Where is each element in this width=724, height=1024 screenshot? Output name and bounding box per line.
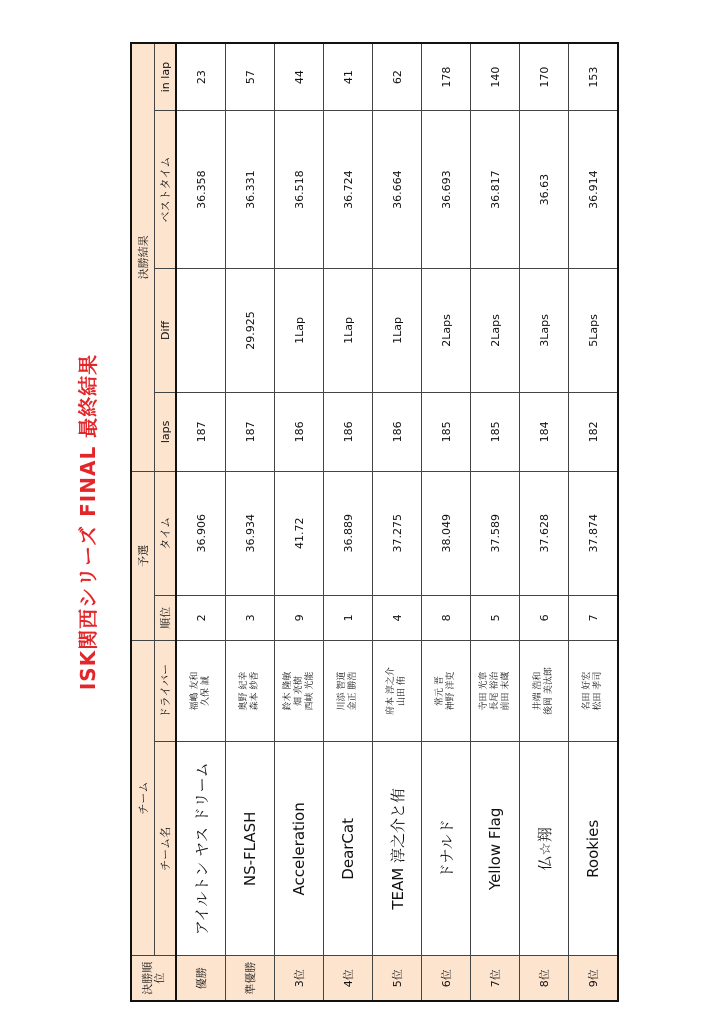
in-lap-cell: 178 [422, 43, 471, 111]
best-time-cell: 36.518 [275, 111, 324, 269]
best-time-cell: 36.664 [373, 111, 422, 269]
diff-cell: 29.925 [226, 268, 275, 392]
laps-cell: 186 [275, 392, 324, 471]
table-row [226, 43, 275, 1001]
diff-cell: 5Laps [569, 268, 619, 392]
qual-time-cell: 36.889 [324, 471, 373, 595]
header-qual-pos: 順位 [155, 595, 177, 640]
qual-time-cell: 37.874 [569, 471, 619, 595]
qual-pos-cell: 9 [275, 595, 324, 640]
table-row [520, 43, 569, 1001]
header-diff: Diff [155, 268, 177, 392]
driver-name: 長尾 裕治 [489, 671, 500, 711]
diff-cell [176, 268, 226, 392]
header-team-group: チーム [131, 640, 155, 956]
team-name-cell: TEAM 淳之介と侑 [373, 742, 422, 956]
laps-cell: 186 [373, 392, 422, 471]
driver-name: 久保 誠 [201, 676, 211, 707]
driver-name: 寺田 光章 [478, 671, 489, 711]
qual-time-cell: 38.049 [422, 471, 471, 595]
qual-pos-cell: 1 [324, 595, 373, 640]
header-team-name: チーム名 [155, 742, 177, 956]
header-laps: laps [155, 392, 177, 471]
qual-pos-cell: 6 [520, 595, 569, 640]
in-lap-cell: 153 [569, 43, 619, 111]
header-in-lap: in lap [155, 43, 177, 111]
laps-cell: 187 [226, 392, 275, 471]
table-row [569, 43, 619, 1001]
driver-name: 松田 孝司 [593, 671, 603, 711]
final-rank-cell: 5位 [373, 956, 422, 1001]
drivers-cell [569, 640, 619, 741]
laps-cell: 185 [422, 392, 471, 471]
qual-pos-cell: 4 [373, 595, 422, 640]
team-name-cell: Rookies [569, 742, 619, 956]
final-rank-cell: 6位 [422, 956, 471, 1001]
drivers-cell [324, 640, 373, 741]
driver-name: 奥野 紀幸 [239, 671, 249, 711]
team-name-cell: NS-FLASH [226, 742, 275, 956]
page-title: ISK関西シリーズ FINAL 最終結果 [76, 353, 100, 691]
team-name-cell: Acceleration [275, 742, 324, 956]
diff-cell: 1Lap [373, 268, 422, 392]
drivers-cell [520, 640, 569, 741]
driver-name: 川添 智道 [337, 671, 347, 711]
table-row [275, 43, 324, 1001]
team-name-cell: Yellow Flag [471, 742, 520, 956]
best-time-cell: 36.724 [324, 111, 373, 269]
best-time-cell: 36.914 [569, 111, 619, 269]
qual-time-cell: 36.906 [176, 471, 226, 595]
final-rank-cell: 9位 [569, 956, 619, 1001]
in-lap-cell: 44 [275, 43, 324, 111]
final-rank-cell: 4位 [324, 956, 373, 1001]
laps-cell: 185 [471, 392, 520, 471]
team-name-cell: DearCat [324, 742, 373, 956]
results-table [130, 42, 619, 1002]
in-lap-cell: 41 [324, 43, 373, 111]
header-final-rank: 決勝順位 [131, 956, 176, 1001]
qual-pos-cell: 7 [569, 595, 619, 640]
laps-cell: 184 [520, 392, 569, 471]
best-time-cell: 36.63 [520, 111, 569, 269]
in-lap-cell: 140 [471, 43, 520, 111]
qual-time-cell: 37.275 [373, 471, 422, 595]
driver-name: 後岡 美汰郎 [544, 667, 554, 716]
drivers-cell [176, 640, 226, 741]
driver-name: 神野 洋吏 [446, 671, 456, 711]
driver-name: 名田 好宏 [582, 671, 592, 711]
qual-time-cell: 37.589 [471, 471, 520, 595]
in-lap-cell: 57 [226, 43, 275, 111]
best-time-cell: 36.817 [471, 111, 520, 269]
table-row [422, 43, 471, 1001]
header-qual-group: 予選 [131, 471, 155, 640]
diff-cell: 2Laps [422, 268, 471, 392]
driver-name: 山田 侑 [397, 676, 407, 707]
header-driver: ドライバー [155, 640, 177, 741]
driver-name: 福嶋 友和 [190, 671, 200, 711]
table-row [471, 43, 520, 1001]
qual-time-cell: 37.628 [520, 471, 569, 595]
driver-name: 鈴木 隆敏 [282, 671, 293, 711]
final-rank-cell: 8位 [520, 956, 569, 1001]
qual-pos-cell: 2 [176, 595, 226, 640]
qual-pos-cell: 8 [422, 595, 471, 640]
driver-name: 金正 勝浩 [348, 671, 358, 711]
driver-name: 常元 晋 [435, 676, 445, 707]
diff-cell: 1Lap [275, 268, 324, 392]
team-name-cell: アイルトン ヤス ドリーム [176, 742, 226, 956]
drivers-cell [275, 640, 324, 741]
team-name-cell: 仏☆翔 [520, 742, 569, 956]
final-rank-cell: 準優勝 [226, 956, 275, 1001]
driver-name: 森本 紗香 [250, 671, 260, 711]
best-time-cell: 36.693 [422, 111, 471, 269]
qual-pos-cell: 3 [226, 595, 275, 640]
drivers-cell [373, 640, 422, 741]
header-qual-time: タイム [155, 471, 177, 595]
drivers-cell [471, 640, 520, 741]
final-rank-cell: 7位 [471, 956, 520, 1001]
best-time-cell: 36.358 [176, 111, 226, 269]
in-lap-cell: 62 [373, 43, 422, 111]
driver-name: 前田 末蔵 [500, 671, 511, 711]
laps-cell: 187 [176, 392, 226, 471]
driver-name: 西峡 光能 [304, 671, 315, 711]
diff-cell: 2Laps [471, 268, 520, 392]
final-rank-cell: 3位 [275, 956, 324, 1001]
team-name-cell: ドナルド [422, 742, 471, 956]
diff-cell: 1Lap [324, 268, 373, 392]
header-best-time: ベストタイム [155, 111, 177, 269]
results-sheet [70, 42, 670, 1002]
table-row [324, 43, 373, 1001]
qual-time-cell: 36.934 [226, 471, 275, 595]
header-final-group: 決勝結果 [131, 43, 155, 471]
drivers-cell [422, 640, 471, 741]
final-rank-cell: 優勝 [176, 956, 226, 1001]
qual-pos-cell: 5 [471, 595, 520, 640]
in-lap-cell: 23 [176, 43, 226, 111]
best-time-cell: 36.331 [226, 111, 275, 269]
laps-cell: 186 [324, 392, 373, 471]
diff-cell: 3Laps [520, 268, 569, 392]
driver-name: 井端 浩和 [533, 671, 543, 711]
table-row [373, 43, 422, 1001]
in-lap-cell: 170 [520, 43, 569, 111]
driver-name: 府本 淳之介 [386, 667, 396, 716]
laps-cell: 182 [569, 392, 619, 471]
drivers-cell [226, 640, 275, 741]
qual-time-cell: 41.72 [275, 471, 324, 595]
table-row [176, 43, 226, 1001]
driver-name: 畑 亮樹 [293, 676, 304, 707]
